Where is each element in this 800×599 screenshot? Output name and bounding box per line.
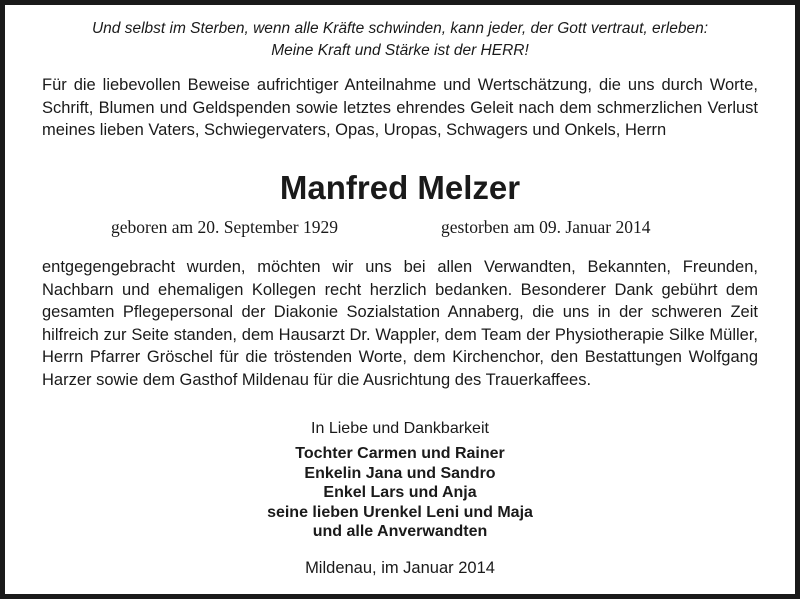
- family-line: Enkelin Jana und Sandro: [304, 464, 496, 482]
- thanks-paragraph: entgegengebracht wurden, möchten wir uns bei allen Verwandten, Bekannten, Freunden, Nachbarn und ehemaligen Kollegen recht herzlich bedanken. Besonderer Dank gebührt dem gesamten Pflegepersonal der Diakonie Sozialstation Annaberg, die uns in der schweren Zeit hilfreich zur Seite standen, dem Hausarzt Dr. Wappler, dem Team der Physiotherapie Silke Müller, Herrn Pfarrer Gröschel für die tröstenden Worte, dem Kirchenchor, den Bestattungen Wolfgang Harzer sowie dem Gasthof Mildenau für die Ausrichtung des Trauerkaffees.: [42, 258, 758, 389]
- birth-date: geboren am 20. September 1929: [111, 217, 338, 237]
- family-line: und alle Anverwandten: [312, 523, 488, 541]
- intro-paragraph: Für die liebevollen Beweise aufrichtiger Anteilnahme und Wertschätzung, die uns durch Worte, Schrift, Blumen und Geldspenden sowie letztes ehrendes Geleit nach dem schmerzlichen Verlust meines lieben Vaters, Schwiegervaters, Opas, Uropas, Schwagers und Onkels, Herrn: [42, 76, 758, 139]
- verse-line-2: Meine Kraft und Stärke ist der HERR!: [271, 42, 529, 59]
- deceased-name: Manfred Melzer: [279, 169, 521, 206]
- family-line: Tochter Carmen und Rainer: [295, 445, 505, 462]
- death-date: gestorben am 09. Januar 2014: [441, 217, 651, 237]
- family-line: Enkel Lars und Anja: [323, 484, 477, 502]
- family-signatures: [0, 444, 800, 542]
- bible-verse: [40, 18, 760, 62]
- family-line: seine lieben Urenkel Leni und Maja: [267, 503, 533, 521]
- closing-phrase: In Liebe und Dankbarkeit: [311, 420, 489, 437]
- verse-line-1: Und selbst im Sterben, wenn alle Kräfte schwinden, kann jeder, der Gott vertraut, erleben:: [91, 20, 709, 37]
- place-and-date: Mildenau, im Januar 2014: [305, 559, 495, 577]
